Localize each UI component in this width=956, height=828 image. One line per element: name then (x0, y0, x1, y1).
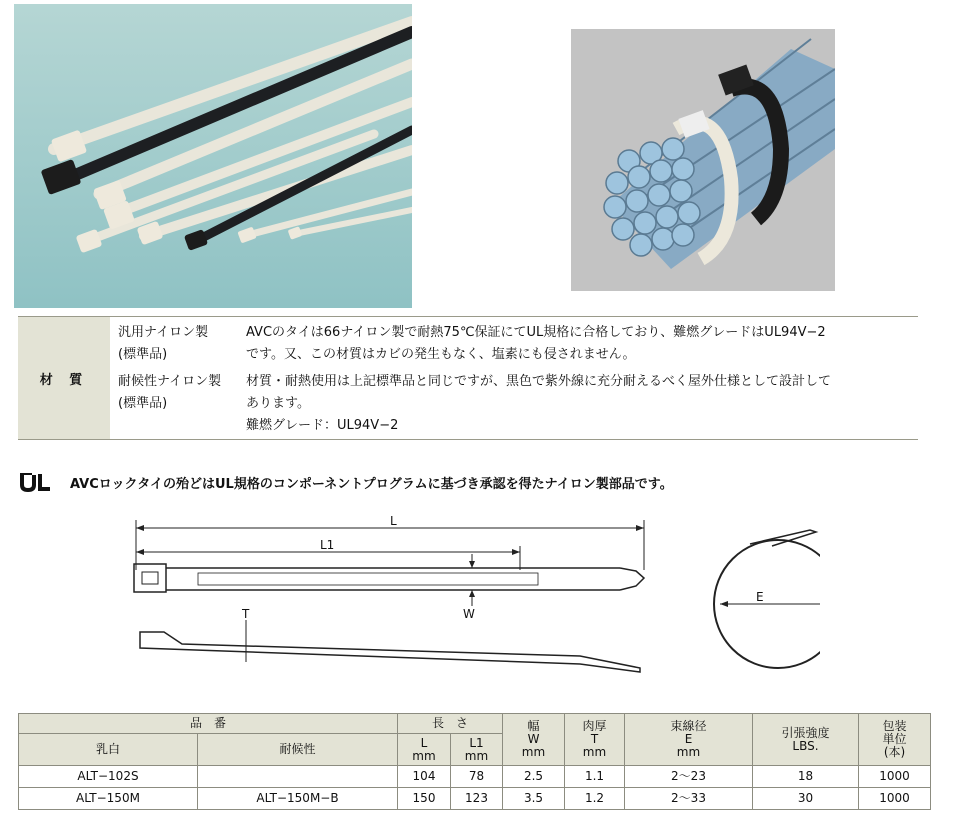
material-kind-name: 耐候性ナイロン製 (118, 374, 222, 389)
material-kind (118, 371, 248, 415)
th-bundle (625, 714, 753, 766)
cell-milky: ALT−150M (19, 788, 198, 810)
th-thickness-unit: mm (582, 745, 607, 759)
cell-weather: ALT−150M−B (198, 788, 398, 810)
material-kind-name: 汎用ナイロン製 (118, 325, 209, 340)
ul-recognized-icon (18, 471, 66, 493)
cell-L: 104 (398, 766, 451, 788)
th-length: 長 さ (398, 714, 503, 734)
material-kind (118, 322, 248, 366)
ul-note (18, 470, 673, 494)
dim-label-L: L (390, 514, 397, 528)
cell-milky: ALT−102S (19, 766, 198, 788)
th-milky-white: 乳白 (19, 734, 198, 766)
th-L1 (451, 734, 503, 766)
material-description (246, 322, 926, 366)
material-section (18, 316, 918, 442)
th-bundle-unit: mm (676, 745, 701, 759)
material-desc-line: あります。 (246, 396, 310, 411)
th-L1-unit: mm (464, 748, 489, 763)
dim-label-W: W (463, 607, 475, 621)
th-product-no: 品 番 (19, 714, 398, 734)
bundled-cables-photo (571, 29, 835, 291)
material-top-rule (110, 316, 918, 317)
cell-L1: 123 (451, 788, 503, 810)
cable-ties-photo (14, 4, 412, 308)
th-width-symbol: W (527, 732, 540, 746)
cell-pack: 1000 (859, 788, 931, 810)
th-L-symbol: L (420, 735, 428, 750)
th-L (398, 734, 451, 766)
th-weather-resistant: 耐候性 (198, 734, 398, 766)
ul-note-text: AVCロックタイの殆どはUL規格のコンポーネントプログラムに基づき承認を得たナイロン製部品です。 (70, 476, 673, 492)
material-label: 材 質 (18, 316, 110, 440)
th-thickness-symbol: T (590, 732, 599, 746)
cell-lbs: 18 (753, 766, 859, 788)
cell-weather (198, 766, 398, 788)
cell-pack: 1000 (859, 766, 931, 788)
material-desc-line: 難燃グレード：UL94V−2 (246, 418, 399, 433)
cell-E: 2〜23 (625, 766, 753, 788)
th-pack-label1: 包装 (882, 719, 907, 733)
table-row (19, 766, 931, 788)
th-L1-symbol: L1 (469, 735, 484, 750)
cell-L1: 78 (451, 766, 503, 788)
cell-E: 2〜33 (625, 788, 753, 810)
th-bundle-symbol: E (684, 732, 693, 746)
dim-label-E: E (756, 590, 764, 604)
material-kind-note: (標準品) (118, 347, 168, 362)
material-desc-line: です。又、この材質はカビの発生もなく、塩素にも侵されません。 (246, 347, 636, 362)
th-pack-unit: (本) (883, 745, 906, 759)
cable-ties-illustration (14, 4, 412, 308)
th-width-unit: mm (521, 745, 546, 759)
spec-table (18, 713, 931, 810)
cell-W: 3.5 (503, 788, 565, 810)
material-bottom-rule (110, 439, 918, 440)
th-L-unit: mm (412, 748, 436, 763)
th-width (503, 714, 565, 766)
dim-label-L1: L1 (320, 538, 335, 552)
cell-lbs: 30 (753, 788, 859, 810)
cell-T: 1.1 (565, 766, 625, 788)
material-desc-line: 材質・耐熱使用は上記標準品と同じですが、黒色で紫外線に充分耐えるべく屋外仕様として設計して (246, 374, 832, 389)
dim-label-T: T (242, 607, 250, 621)
material-desc-line: AVCのタイは66ナイロン製で耐熱75℃保証にてUL規格に合格しており、難燃グレードはUL94V−2 (246, 325, 826, 340)
th-width-label: 幅 (527, 719, 540, 733)
cell-L: 150 (398, 788, 451, 810)
material-description (246, 371, 926, 437)
dimension-diagram (120, 510, 820, 690)
cell-T: 1.2 (565, 788, 625, 810)
th-pack (859, 714, 931, 766)
table-row (19, 788, 931, 810)
th-tensile-label: 引張強度 (781, 725, 830, 740)
th-pack-label2: 単位 (882, 732, 907, 746)
cell-W: 2.5 (503, 766, 565, 788)
th-thickness-label: 肉厚 (582, 719, 607, 733)
th-bundle-label: 束線径 (670, 719, 707, 733)
th-tensile-unit: LBS. (792, 738, 819, 753)
th-tensile (753, 714, 859, 766)
th-thickness (565, 714, 625, 766)
bundled-cables-illustration (571, 29, 835, 291)
material-kind-note: (標準品) (118, 396, 168, 411)
